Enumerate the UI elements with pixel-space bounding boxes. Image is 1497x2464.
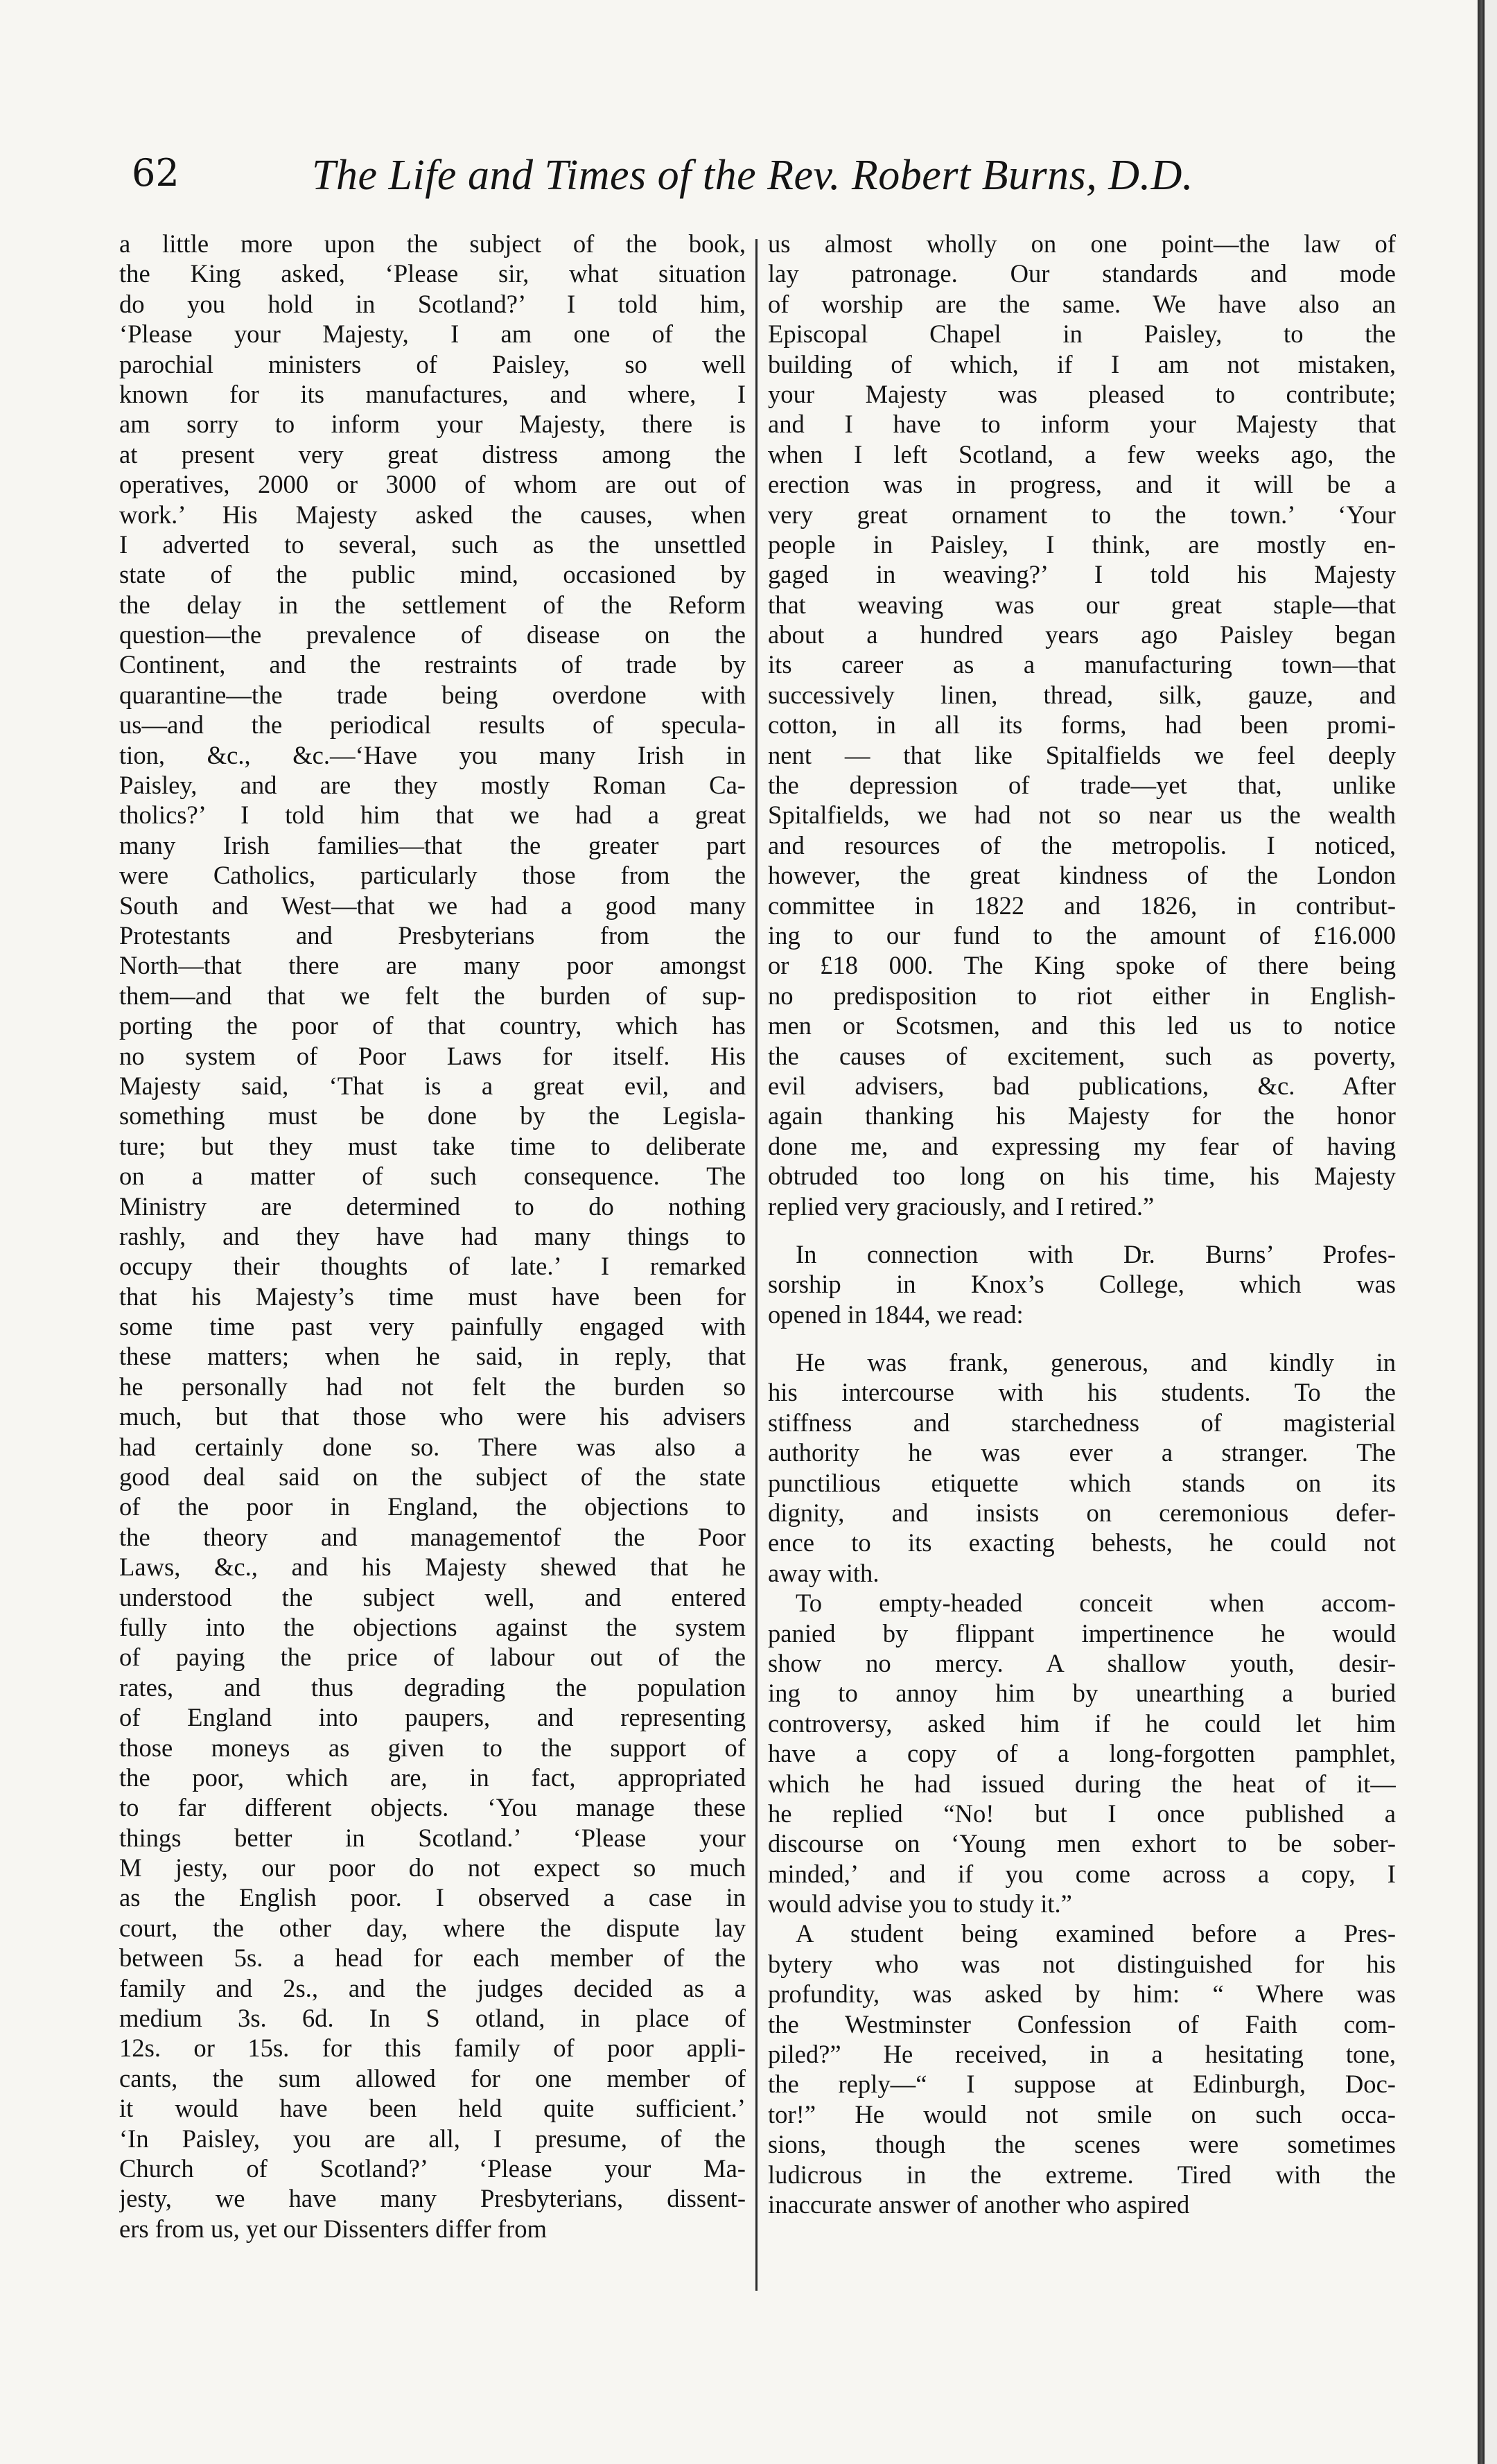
text-line: 12s. or 15s. for this family of poor appli- xyxy=(119,2034,746,2063)
text-line: I adverted to several, such as the unsettled xyxy=(119,530,746,559)
column-divider xyxy=(755,239,758,2291)
text-line: punctilious etiquette which stands on its xyxy=(768,1468,1396,1497)
text-line: successively linen, thread, silk, gauze, and xyxy=(768,680,1396,709)
text-line: minded,’ and if you come across a copy, I xyxy=(768,1859,1396,1888)
text-line: ture; but they must take time to deliberate xyxy=(119,1131,746,1160)
text-line: when I left Scotland, a few weeks ago, the xyxy=(768,439,1396,469)
text-line: of the poor in England, the objections to xyxy=(119,1492,746,1521)
text-line: Ministry are determined to do nothing xyxy=(119,1191,746,1221)
text-line: ‘Please your Majesty, I am one of the xyxy=(119,320,746,349)
text-line: lay patronage. Our standards and mode xyxy=(768,259,1396,288)
text-line: sions, though the scenes were sometimes xyxy=(768,2130,1396,2159)
text-line: again thanking his Majesty for the honor xyxy=(768,1101,1396,1130)
binding-shadow xyxy=(1478,0,1485,2464)
text-line: Paisley, and are they mostly Roman Ca- xyxy=(119,771,746,800)
text-line: Laws, &c., and his Majesty shewed that he xyxy=(119,1553,746,1582)
text-line: its career as a manufacturing town—that xyxy=(768,650,1396,679)
text-line: about a hundred years ago Paisley began xyxy=(768,620,1396,649)
page-number: 62 xyxy=(132,151,180,195)
text-line: work.’ His Majesty asked the causes, when xyxy=(119,500,746,529)
text-line: In connection with Dr. Burns’ Profes- xyxy=(796,1239,1396,1268)
running-title: The Life and Times of the Rev. Robert Burns, D.D. xyxy=(312,152,1193,199)
text-line: very great ornament to the town.’ ‘Your xyxy=(768,500,1396,529)
text-line: things better in Scotland.’ ‘Please your xyxy=(119,1823,746,1852)
page-header xyxy=(132,151,1261,213)
text-line: to far different objects. ‘You manage these xyxy=(119,1793,746,1822)
text-line: profundity, was asked by him: “ Where was xyxy=(768,1980,1396,2009)
paragraph-knox-college xyxy=(768,1239,1396,1329)
text-line: tor!” He would not smile on such occa- xyxy=(768,2099,1396,2129)
text-line: ers from us, yet our Dissenters differ from xyxy=(119,2214,547,2243)
text-line: on a matter of such consequence. The xyxy=(119,1162,746,1191)
right-column xyxy=(768,229,1396,2219)
text-line: the delay in the settlement of the Reform xyxy=(119,590,746,619)
text-line: which he had issued during the heat of it— xyxy=(768,1769,1396,1798)
text-line: or £18 000. The King spoke of there being xyxy=(768,951,1396,980)
text-line: Church of Scotland?’ ‘Please your Ma- xyxy=(119,2154,746,2183)
text-line: at present very great distress among the xyxy=(119,439,746,469)
text-line: the reply—“ I suppose at Edinburgh, Doc- xyxy=(768,2070,1396,2099)
text-line: good deal said on the subject of the state xyxy=(119,1462,746,1492)
text-line: jesty, we have many Presbyterians, dissent- xyxy=(119,2184,746,2213)
text-line: ence to its exacting behests, he could not xyxy=(768,1528,1396,1557)
text-line: court, the other day, where the dispute lay xyxy=(119,1913,746,1942)
text-line: parochial ministers of Paisley, so well xyxy=(119,349,746,378)
text-line: that weaving was our great staple—that xyxy=(768,590,1396,619)
text-line: Spitalfields, we had not so near us the wealth xyxy=(768,801,1396,830)
text-line: North—that there are many poor amongst xyxy=(119,951,746,980)
text-line: the King asked, ‘Please sir, what situation xyxy=(119,259,746,288)
paragraph-empty-headed-conceit xyxy=(768,1588,1396,1919)
text-line: he personally had not felt the burden so xyxy=(119,1372,746,1401)
text-line: and I have to inform your Majesty that xyxy=(768,410,1396,439)
text-line: medium 3s. 6d. In S otland, in place of xyxy=(119,2004,746,2033)
text-line: Episcopal Chapel in Paisley, to the xyxy=(768,320,1396,349)
text-line: away with. xyxy=(768,1558,879,1587)
text-line: a little more upon the subject of the book, xyxy=(119,229,746,258)
text-line: gaged in weaving?’ I told his Majesty xyxy=(768,560,1396,589)
text-line: building of which, if I am not mistaken, xyxy=(768,349,1396,378)
left-column xyxy=(119,229,746,2244)
text-line: his intercourse with his students. To the xyxy=(768,1378,1396,1407)
text-line: of worship are the same. We have also an xyxy=(768,289,1396,318)
text-line: ‘In Paisley, you are all, I presume, of the xyxy=(119,2124,746,2153)
text-line: quarantine—the trade being overdone with xyxy=(119,680,746,709)
text-line: evil advisers, bad publications, &c. After xyxy=(768,1071,1396,1100)
text-line: erection was in progress, and it will be a xyxy=(768,470,1396,499)
text-line: it would have been held quite sufficient.’ xyxy=(119,2094,746,2123)
text-line: family and 2s., and the judges decided as a xyxy=(119,1973,746,2002)
text-line: nent — that like Spitalfields we feel deeply xyxy=(768,740,1396,769)
text-line: committee in 1822 and 1826, in contribut- xyxy=(768,891,1396,920)
text-line: people in Paisley, I think, are mostly en- xyxy=(768,530,1396,559)
text-line: discourse on ‘Young men exhort to be sober- xyxy=(768,1829,1396,1858)
paragraph-king-conversation-end xyxy=(768,229,1396,1221)
text-line: many Irish families—that the greater part xyxy=(119,830,746,859)
text-line: your Majesty was pleased to contribute; xyxy=(768,379,1396,408)
text-line: the poor, which are, in fact, appropriated xyxy=(119,1763,746,1792)
text-line: the causes of excitement, such as poverty, xyxy=(768,1041,1396,1070)
text-line: stiffness and starchedness of magisterial xyxy=(768,1408,1396,1437)
text-line: Continent, and the restraints of trade by xyxy=(119,650,746,679)
text-line: that his Majesty’s time must have been for xyxy=(119,1282,746,1311)
text-line: piled?” He received, in a hesitating tone, xyxy=(768,2040,1396,2069)
text-line: some time past very painfully engaged with xyxy=(119,1312,746,1341)
text-line: known for its manufactures, and where, I xyxy=(119,379,746,408)
text-line: do you hold in Scotland?’ I told him, xyxy=(119,289,746,318)
text-line: Majesty said, ‘That is a great evil, and xyxy=(119,1071,746,1100)
text-line: authority he was ever a stranger. The xyxy=(768,1438,1396,1467)
text-line: am sorry to inform your Majesty, there is xyxy=(119,410,746,439)
text-line: them—and that we felt the burden of sup- xyxy=(119,981,746,1010)
text-line: controversy, asked him if he could let him xyxy=(768,1709,1396,1738)
text-line: To empty-headed conceit when accom- xyxy=(796,1589,1396,1618)
text-line: us almost wholly on one point—the law of xyxy=(768,229,1396,258)
text-line: and resources of the metropolis. I noticed, xyxy=(768,830,1396,859)
text-line: no system of Poor Laws for itself. His xyxy=(119,1041,746,1070)
text-line: cotton, in all its forms, had been promi- xyxy=(768,710,1396,740)
text-line: were Catholics, particularly those from the xyxy=(119,861,746,890)
text-line: question—the prevalence of disease on the xyxy=(119,620,746,649)
text-line: these matters; when he said, in reply, that xyxy=(119,1342,746,1371)
text-line: understood the subject well, and entered xyxy=(119,1582,746,1611)
text-line: He was frank, generous, and kindly in xyxy=(796,1348,1396,1377)
text-line: show no mercy. A shallow youth, desir- xyxy=(768,1648,1396,1677)
text-line: M jesty, our poor do not expect so much xyxy=(119,1853,746,1882)
text-line: as the English poor. I observed a case in xyxy=(119,1883,746,1912)
text-line: of England into paupers, and representing xyxy=(119,1703,746,1732)
text-line: had certainly done so. There was also a xyxy=(119,1432,746,1461)
text-line: Protestants and Presbyterians from the xyxy=(119,920,746,950)
text-line: the depression of trade—yet that, unlike xyxy=(768,771,1396,800)
text-line: the theory and managementof the Poor xyxy=(119,1522,746,1551)
text-line: state of the public mind, occasioned by xyxy=(119,560,746,589)
paragraph-student-examined xyxy=(768,1919,1396,2219)
text-line: tholics?’ I told him that we had a great xyxy=(119,801,746,830)
page-edge xyxy=(1485,0,1497,2464)
text-line: much, but that those who were his advisers xyxy=(119,1402,746,1431)
text-line: panied by flippant impertinence he would xyxy=(768,1618,1396,1648)
text-line: between 5s. a head for each member of the xyxy=(119,1943,746,1973)
text-line: ludicrous in the extreme. Tired with the xyxy=(768,2160,1396,2189)
text-line: those moneys as given to the support of xyxy=(119,1733,746,1762)
text-line: rates, and thus degrading the population xyxy=(119,1672,746,1702)
text-line: rashly, and they have had many things to xyxy=(119,1221,746,1250)
text-line: no predisposition to riot either in English- xyxy=(768,981,1396,1010)
text-line: of paying the price of labour out of the xyxy=(119,1643,746,1672)
text-line: opened in 1844, we read: xyxy=(768,1300,1024,1329)
text-line: he replied “No! but I once published a xyxy=(768,1799,1396,1828)
text-line: fully into the objections against the system xyxy=(119,1612,746,1641)
text-line: done me, and expressing my fear of having xyxy=(768,1131,1396,1160)
text-line: however, the great kindness of the London xyxy=(768,861,1396,890)
text-line: cants, the sum allowed for one member of xyxy=(119,2063,746,2092)
text-line: would advise you to study it.” xyxy=(768,1889,1072,1919)
text-line: ing to our fund to the amount of £16.000 xyxy=(768,920,1396,950)
text-line: men or Scotsmen, and this led us to notice xyxy=(768,1011,1396,1040)
text-line: South and West—that we had a good many xyxy=(119,891,746,920)
text-line: have a copy of a long-forgotten pamphlet, xyxy=(768,1739,1396,1768)
text-line: us—and the periodical results of specula- xyxy=(119,710,746,740)
text-line: the Westminster Confession of Faith com- xyxy=(768,2009,1396,2038)
text-line: porting the poor of that country, which has xyxy=(119,1011,746,1040)
text-line: replied very graciously, and I retired.” xyxy=(768,1191,1155,1221)
text-line: ing to annoy him by unearthing a buried xyxy=(768,1679,1396,1708)
paragraph-frank-generous xyxy=(768,1347,1396,1588)
text-line: dignity, and insists on ceremonious defer- xyxy=(768,1499,1396,1528)
text-line: operatives, 2000 or 3000 of whom are out of xyxy=(119,470,746,499)
text-line: sorship in Knox’s College, which was xyxy=(768,1270,1396,1299)
text-line: occupy their thoughts of late.’ I remarked xyxy=(119,1252,746,1281)
text-line: A student being examined before a Pres- xyxy=(796,1919,1396,1948)
text-line: something must be done by the Legisla- xyxy=(119,1101,746,1130)
text-line: inaccurate answer of another who aspired xyxy=(768,2190,1190,2219)
text-line: obtruded too long on his time, his Majesty xyxy=(768,1162,1396,1191)
text-line: tion, &c., &c.—‘Have you many Irish in xyxy=(119,740,746,769)
text-line: bytery who was not distinguished for his xyxy=(768,1949,1396,1978)
